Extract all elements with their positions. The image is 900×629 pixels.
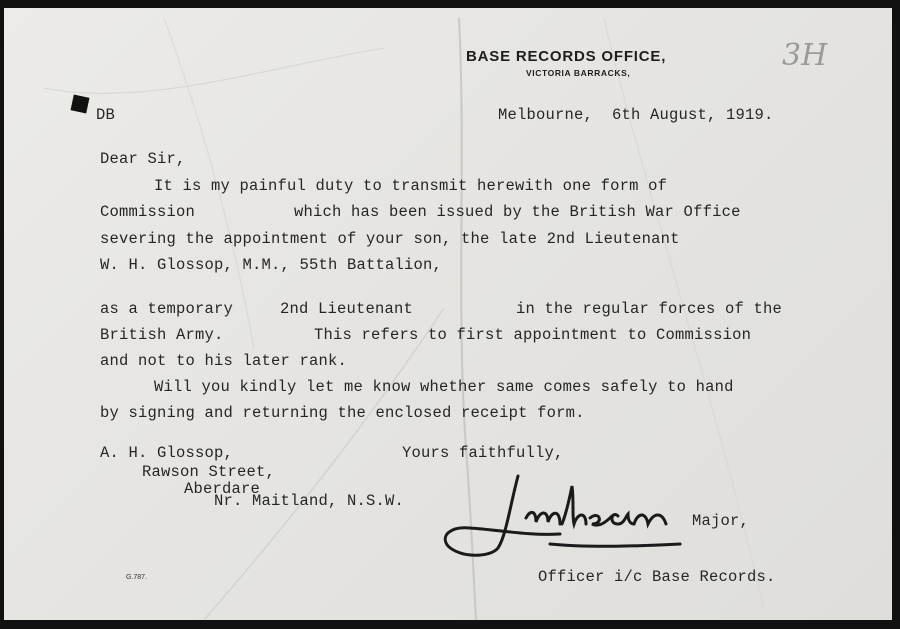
address-town: Aberdare bbox=[184, 480, 261, 498]
body-forces: in the regular forces of the bbox=[516, 300, 783, 318]
reference-code: DB bbox=[96, 106, 116, 124]
body-line-2: which has been issued by the British War Office bbox=[294, 203, 741, 221]
body-refers: This refers to first appointment to Commission bbox=[314, 326, 752, 344]
signature-mark bbox=[440, 466, 690, 562]
letterhead-barracks: VICTORIA BARRACKS, bbox=[526, 68, 631, 78]
signature-title: Officer i/c Base Records. bbox=[538, 568, 776, 586]
closing: Yours faithfully, bbox=[402, 444, 564, 462]
address-street: Rawson Street, bbox=[142, 463, 276, 481]
body-receipt: by signing and returning the enclosed receipt form. bbox=[100, 404, 585, 422]
address-name: A. H. Glossop, bbox=[100, 444, 234, 462]
body-temporary: as a temporary bbox=[100, 300, 234, 318]
form-number: G.787. bbox=[126, 574, 148, 581]
letter-page bbox=[4, 8, 892, 620]
body-commission: Commission bbox=[100, 203, 196, 221]
address-region: Nr. Maitland, N.S.W. bbox=[214, 492, 405, 510]
signature-rank: Major, bbox=[692, 512, 750, 530]
pencil-mark: 3H bbox=[782, 38, 828, 73]
body-line-3: severing the appointment of your son, the late 2nd Lieutenant bbox=[100, 230, 680, 248]
letterhead-office: BASE RECORDS OFFICE, bbox=[466, 48, 667, 65]
body-line-4: W. H. Glossop, M.M., 55th Battalion, bbox=[100, 256, 443, 274]
place-date: Melbourne, 6th August, 1919. bbox=[498, 106, 774, 124]
body-kindly: Will you kindly let me know whether same comes safely to hand bbox=[154, 378, 734, 396]
body-army: British Army. bbox=[100, 326, 224, 344]
salutation: Dear Sir, bbox=[100, 150, 186, 168]
body-rank: 2nd Lieutenant bbox=[280, 300, 414, 318]
binder-hole bbox=[71, 95, 90, 114]
body-later-rank: and not to his later rank. bbox=[100, 352, 348, 370]
body-line-1: It is my painful duty to transmit herewith one form of bbox=[154, 177, 668, 195]
